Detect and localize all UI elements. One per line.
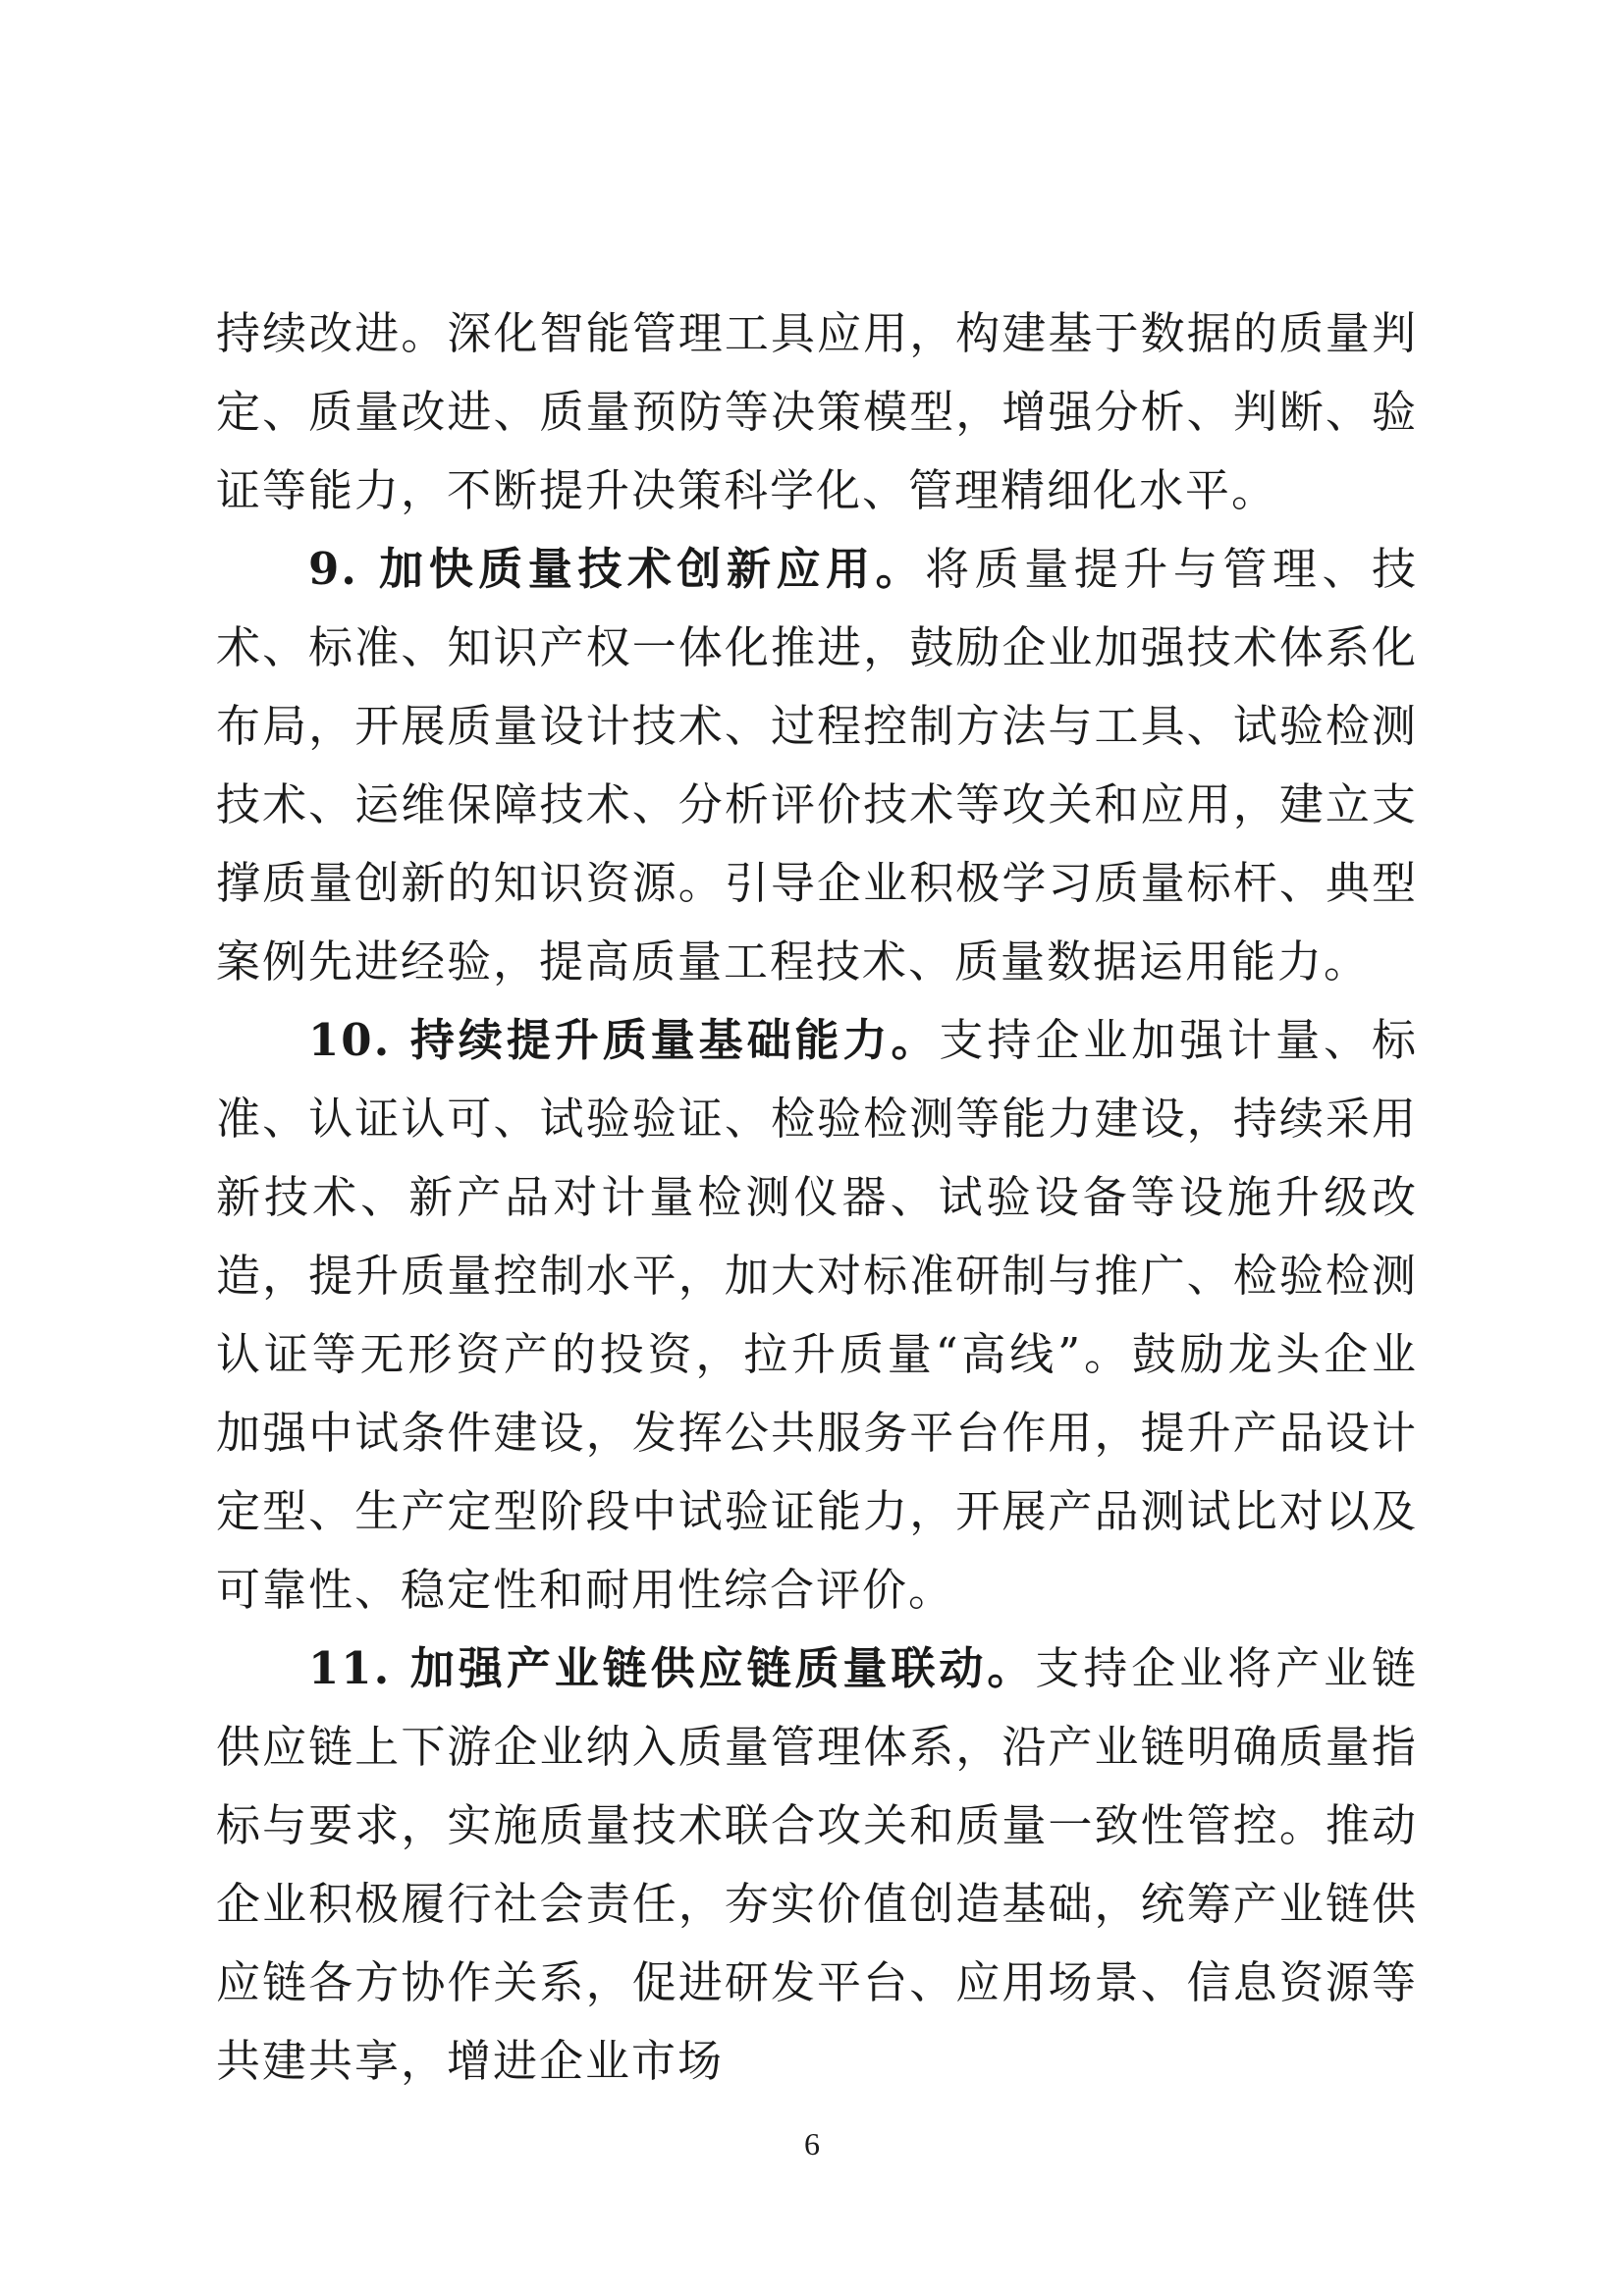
paragraph-item-11 <box>216 1629 1418 2101</box>
paragraph-text: 持续改进。深化智能管理工具应用，构建基于数据的质量判定、质量改进、质量预防等决策模型，增强分析、判断、验证等能力，不断提升决策科学化、管理精细化水平。 <box>216 307 1418 516</box>
paragraph-heading: 11. 加强产业链供应链质量联动。 <box>308 1642 1036 1694</box>
paragraph-heading: 10. 持续提升质量基础能力。 <box>308 1014 940 1066</box>
paragraph-item-10 <box>216 1001 1418 1629</box>
paragraph-text: 将质量提升与管理、技术、标准、知识产权一体化推进，鼓励企业加强技术体系化布局，开展质量设计技术、过程控制方法与工具、试验检测技术、运维保障技术、分析评价技术等攻关和应用，建立支撑质量创新的知识资源。引导企业积极学习质量标杆、典型案例先进经验，提高质量工程技术、质量数据运用能力。 <box>216 543 1418 988</box>
paragraph-text: 支持企业加强计量、标准、认证认可、试验验证、检验检测等能力建设，持续采用新技术、新产品对计量检测仪器、试验设备等设施升级改造，提升质量控制水平，加大对标准研制与推广、检验检测认证等无形资产的投资，拉升质量“高线”。鼓励龙头企业加强中试条件建设，发挥公共服务平台作用，提升产品设计定型、生产定型阶段中试验证能力，开展产品测试比对以及可靠性、稳定性和耐用性综合评价。 <box>216 1014 1418 1616</box>
paragraph-continuation <box>216 294 1418 530</box>
body-text <box>216 294 1418 2101</box>
page-number: 6 <box>804 2126 820 2162</box>
paragraph-item-9 <box>216 530 1418 1001</box>
paragraph-text: 支持企业将产业链供应链上下游企业纳入质量管理体系，沿产业链明确质量指标与要求，实施质量技术联合攻关和质量一致性管控。推动企业积极履行社会责任，夯实价值创造基础，统筹产业链供应链各方协作关系，促进研发平台、应用场景、信息资源等共建共享，增进企业市场 <box>216 1642 1418 2087</box>
paragraph-heading: 9. 加快质量技术创新应用。 <box>308 543 926 595</box>
